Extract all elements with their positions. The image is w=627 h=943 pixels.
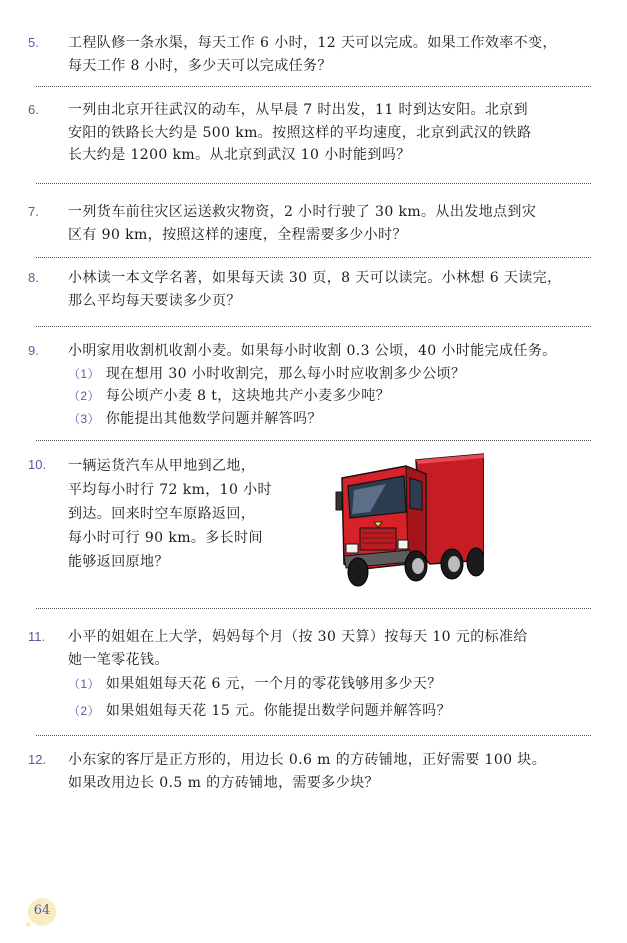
sub-index: （2） <box>68 389 100 403</box>
problem-number: 7. <box>28 204 39 219</box>
problem-number: 8. <box>28 270 39 285</box>
divider <box>36 86 591 87</box>
sub-question <box>68 700 602 723</box>
sub-question <box>68 673 602 696</box>
problem-line: 一列货车前往灾区运送救灾物资，2 小时行驶了 30 km。从出发地点到灾 <box>68 204 537 220</box>
problem-5 <box>28 32 602 77</box>
problem-line: 一列由北京开往武汉的动车，从早晨 7 时出发，11 时到达安阳。北京到 <box>68 102 529 118</box>
problem-line: 小林读一本文学名著，如果每天读 30 页，8 天可以读完。小林想 6 天读完， <box>68 270 562 286</box>
sub-index: （1） <box>68 677 100 691</box>
problem-number: 6. <box>28 102 39 117</box>
problem-6 <box>28 99 602 167</box>
problem-number: 10. <box>28 457 47 472</box>
problem-line: 每小时可行 90 km。多长时间 <box>68 530 263 546</box>
sub-text: 每公顷产小麦 8 t，这块地共产小麦多少吨？ <box>105 388 391 404</box>
problem-line: 到达。回来时空车原路返回， <box>68 506 256 522</box>
problem-number: 9. <box>28 343 39 358</box>
problem-number: 12. <box>28 752 47 767</box>
sub-index: （3） <box>68 411 100 426</box>
problem-number: 11. <box>28 629 46 644</box>
problem-11 <box>28 626 602 722</box>
problem-10 <box>28 454 328 574</box>
problem-line: 她一笔零花钱。 <box>68 651 169 668</box>
problem-line: 一辆运货汽车从甲地到乙地， <box>68 458 256 474</box>
divider <box>36 735 591 736</box>
problem-line: 小东家的客厅是正方形的，用边长 0.6 m 的方砖铺地，正好需要 100 块。 <box>68 752 547 768</box>
problem-7 <box>28 201 602 246</box>
problem-line: 小平的姐姐在上大学，妈妈每个月（按 30 天算）按每天 10 元的标准给 <box>68 629 528 645</box>
divider <box>36 183 591 184</box>
sub-question <box>68 408 602 431</box>
page-number: 64 <box>33 903 51 918</box>
problem-line: 如果改用边长 0.5 m 的方砖铺地，需要多少块？ <box>68 774 379 791</box>
problem-number: 5. <box>28 35 39 50</box>
divider <box>36 257 591 258</box>
problem-8 <box>28 267 602 312</box>
sub-text: 如果姐姐每天花 15 元。你能提出数学问题并解答吗？ <box>105 702 451 719</box>
divider <box>36 326 591 327</box>
sub-text: 如果姐姐每天花 6 元，一个月的零花钱够用多少天？ <box>105 676 442 692</box>
sub-question <box>68 363 602 386</box>
problem-12 <box>28 749 602 794</box>
problem-line: 能够返回原地？ <box>68 554 169 570</box>
problem-line: 安阳的铁路长大约是 500 km。按照这样的平均速度，北京到武汉的铁路 <box>68 124 532 141</box>
problem-9 <box>28 340 602 430</box>
sub-index: （1） <box>68 366 100 381</box>
problem-line: 工程队修一条水渠，每天工作 6 小时，12 天可以完成。如果工作效率不变， <box>68 35 557 51</box>
sub-text: 你能提出其他数学问题并解答吗？ <box>105 410 322 427</box>
problem-line: 平均每小时行 72 km，10 小时 <box>68 482 272 498</box>
problem-line: 那么平均每天要读多少页？ <box>68 292 241 309</box>
problem-line: 小明家用收割机收割小麦。如果每小时收割 0.3 公顷，40 小时能完成任务。 <box>68 343 557 359</box>
problem-line: 每天工作 8 小时，多少天可以完成任务？ <box>68 57 332 74</box>
truck-illustration <box>334 452 484 592</box>
sub-text: 现在想用 30 小时收割完，那么每小时应收割多少公顷？ <box>105 365 466 382</box>
divider <box>36 440 591 441</box>
problem-line: 区有 90 km，按照这样的速度，全程需要多少小时？ <box>68 226 407 243</box>
sub-index: （2） <box>68 703 100 718</box>
sub-question <box>68 385 602 408</box>
page-number-badge <box>16 895 64 933</box>
page-badge-dot <box>26 922 31 927</box>
divider <box>36 608 591 609</box>
problem-line: 长大约是 1200 km。从北京到武汉 10 小时能到吗？ <box>68 147 411 163</box>
